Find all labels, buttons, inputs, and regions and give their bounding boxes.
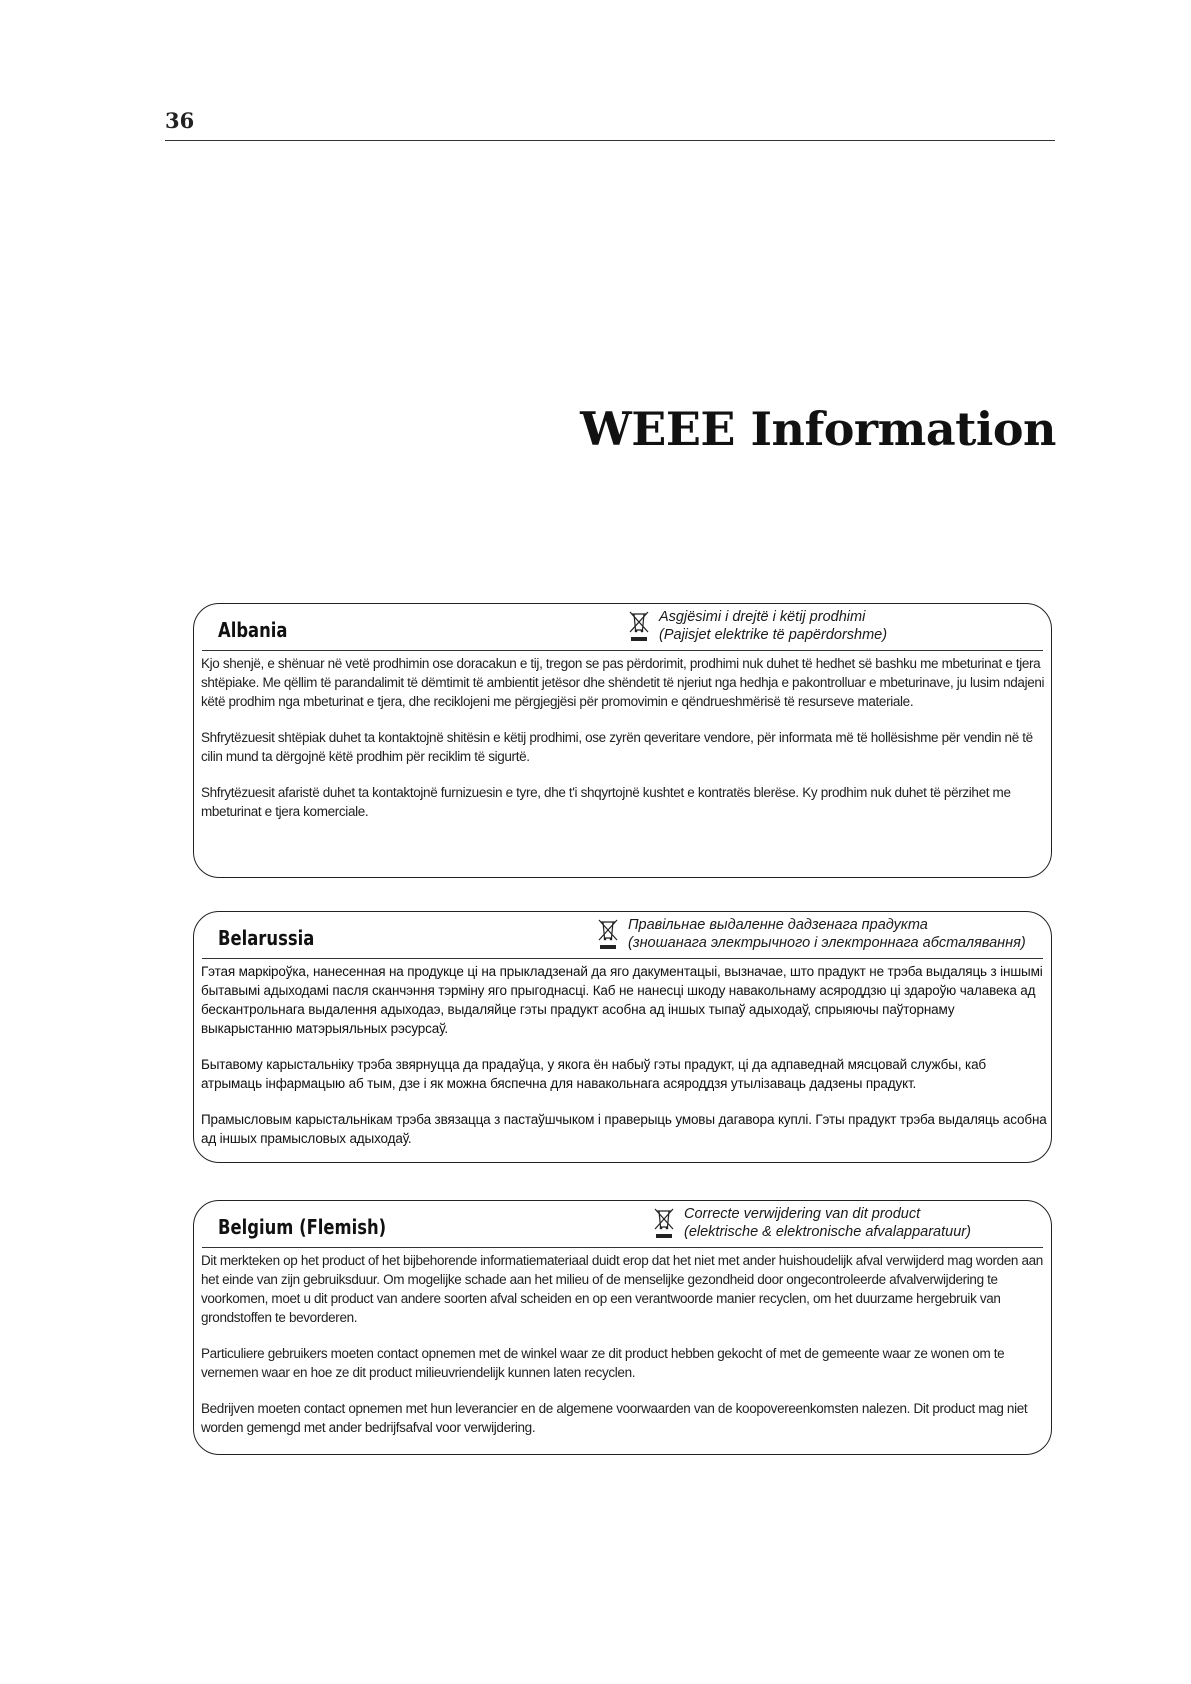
paragraph: Бытавому карыстальніку трэба звярнуцца да прадаўца, у якога ён набыў гэты прадукт, ці да адпаведнай мясцовай службы, каб атрымаць інфармацыю аб тым, дзе і як можна бяспечна для навакольнага асяроддзя утылізаваць дадзены прадукт. — [201, 1057, 987, 1091]
section-belgium-flemish — [193, 1200, 1052, 1455]
country-name: Albania — [218, 618, 288, 642]
paragraph: Particuliere gebruikers moeten contact opnemen met de winkel waar ze dit product hebben gekocht of met de gemeente waar ze wonen om te vernemen waar en hoe ze dit product milieuvriendelijk kunnen laten recyclen. — [201, 1346, 1005, 1380]
paragraph: Shfrytëzuesit shtëpiak duhet ta kontaktojnë shitësin e këtij prodhimi, ose zyrën qeveritare vendore, për informata më të hollësishme për vendin në të cilin mund ta dërgojnë këtë prodhim për reciklim të sigurtë. — [201, 730, 1033, 764]
paragraph: Dit merkteken op het product of het bijbehorende informatiemateriaal duidt erop dat het niet met ander huishoudelijk afval verwijderd mag worden aan het einde van zijn gebruiksduur. Om mogelijke schade aan het milieu of de menselijke gezondheid door ongecontroleerde afvalverwijdering te voorkomen, moet u dit product van andere soorten afval scheiden en op een verantwoorde manier recyclen, om het duurzame hergebruik van grondstoffen te bevorderen. — [201, 1253, 1043, 1325]
disposal-label — [654, 1205, 971, 1241]
section-divider — [202, 1247, 1043, 1248]
section-belarussia — [193, 911, 1052, 1163]
header-divider — [165, 140, 1055, 141]
section-divider — [202, 958, 1043, 959]
disposal-title: Правільнае выдаленне дадзенага прадукта — [628, 917, 928, 933]
section-body — [194, 650, 1051, 821]
section-header — [194, 912, 1051, 958]
disposal-title: Asgjësimi i drejtë i këtij prodhimi — [659, 609, 866, 625]
disposal-title: Correcte verwijdering van dit product — [684, 1206, 921, 1222]
disposal-subtitle: (Pajisjet elektrike të papërdorshme) — [659, 627, 888, 643]
paragraph: Bedrijven moeten contact opnemen met hun leverancier en de algemene voorwaarden van de koopovereenkomsten nalezen. Dit product mag niet worden gemengd met ander bedrijfsafval voor verwijdering. — [201, 1401, 1028, 1435]
section-header — [194, 604, 1051, 650]
section-divider — [202, 650, 1043, 651]
paragraph: Прамысловым карыстальнікам трэба звязацца з пастаўшчыком і праверыць умовы дагавора куплі. Гэты прадукт трэба выдаляць асобна ад іншых прамысловых адыходаў. — [201, 1112, 1047, 1146]
crossed-bin-icon — [598, 918, 618, 952]
section-body — [194, 958, 1051, 1148]
paragraph: Гэтая маркіроўка, нанесенная на продукце ці на прыкладзенай да яго дакументацыі, вызначае, што прадукт не трэба выдаляць з іншымі бытавымі адыходамі пасля сканчэння тэрміну яго прыгоднасці. Каб не нанесці шкоду навакольнаму асяроддзю ці здароўю чалавека ад бескантрольнага выдалення адыходаэ, выдаляйце гэты прадукт асобна ад іншых тыпаў адыходаў, спрыяючы паўторнаму выкарыстанню матэрыяльных рэсурсаў. — [201, 964, 1043, 1036]
disposal-label — [629, 608, 887, 644]
disposal-subtitle: (elektrische & elektronische afvalapparatuur) — [684, 1224, 971, 1240]
country-name: Belarussia — [218, 926, 315, 950]
crossed-bin-icon — [654, 1207, 674, 1241]
paragraph: Shfrytëzuesit afaristë duhet ta kontaktojnë furnizuesin e tyre, dhe t'i shqyrtojnë kushtet e kontratës blerëse. Ky prodhim nuk duhet të përzihet me mbeturinat e tjera komerciale. — [201, 785, 1011, 819]
section-body — [194, 1247, 1051, 1437]
section-albania — [193, 603, 1052, 878]
disposal-label — [598, 916, 1026, 952]
disposal-subtitle: (зношанага электрычного і электроннага абсталявання) — [628, 935, 1026, 951]
paragraph: Kjo shenjë, e shënuar në vetë prodhimin ose doracakun e tij, tregon se pas përdorimit, prodhimi nuk duhet të hedhet së bashku me mbeturinat e tjera shtëpiake. Me qëllim të parandalimit të dëmtimit të ambientit jetësor dhe shëndetit të njeriut nga hedhja e pakontrolluar e mbeturinave, ju lusim ndajeni këtë prodhim nga mbeturinat e tjera, dhe reciklojeni me përgjegjësi për promovimin e qëndrueshmërisë të resurseve materiale. — [201, 656, 1045, 709]
country-name: Belgium (Flemish) — [218, 1215, 387, 1239]
crossed-bin-icon — [629, 610, 649, 644]
page-title: WEEE Information — [580, 402, 1056, 456]
page-number: 36 — [165, 108, 195, 133]
section-header — [194, 1201, 1051, 1247]
